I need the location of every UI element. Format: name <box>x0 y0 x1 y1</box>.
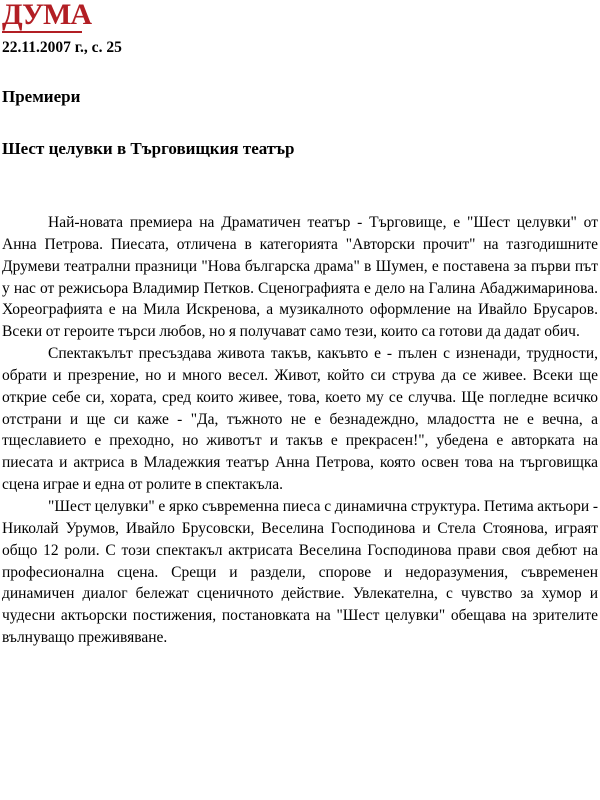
article-paragraph-1: Най-новата премиера на Драматичен театър - Търговище, е "Шест целувки" от Анна Петрова. Пиесата, отличена в категорията "Авторски прочит" на тазгодишните Друмеви театрални празници "Нова българска драма" в Шумен, е поставена за първи път у нас от режисьора Владимир Петков. Сценографията е дело на Галина Абаджимаринова. Хореографията е на Мила Искренова, а музикалното оформление на Ивайло Брусаров. Всеки от героите търси любов, но я получават само тези, които са готови да дадат обич. <box>2 214 598 341</box>
newspaper-logo: ДУМА <box>2 0 92 31</box>
section-heading: Премиери <box>2 87 81 106</box>
article-paragraph-3: "Шест целувки" е ярко съвременна пиеса с динамична структура. Петима актьори - Николай Урумов, Ивайло Брусовски, Веселина Господинова и Стела Стоянова, играят общо 12 роли. С този спектакъл актрисата Веселина Господинова прави своя дебют на професионална сцена. Срещи и раздели, спорове и недоразумения, съвременен динамичен диалог бележат сценичното действие. Увлекателна, с чувство за хумор и чудесни актьорски постижения, постановката на "Шест целувки" обещава на зрителите вълнуващо преживяване. <box>2 497 598 647</box>
article-paragraph-2: Спектакълът пресъздава живота такъв, какъвто е - пълен с изненади, трудности, обрати и презрение, но и много весел. Живот, който си струва да се живее. Всеки ще открие себе си, хората, сред които живее, това, което му се случва. Ще погледне всичко отстрани и ще си каже - "Да, тъжното не е безнадеждно, младостта не е вечна, а тщеславието е преходно, но животът и такъв е прекрасен!", убедена е авторката на пиесата и актриса в Младежкия театър Анна Петрова, която освен това на търговищка сцена играе и една от ролите в спектакъла. <box>2 345 598 494</box>
masthead-underline <box>2 31 82 33</box>
newspaper-masthead <box>2 0 92 34</box>
article-body <box>2 212 598 649</box>
article-headline: Шест целувки в Търговищкия театър <box>2 139 295 158</box>
issue-date-page: 22.11.2007 г., с. 25 <box>2 39 122 56</box>
